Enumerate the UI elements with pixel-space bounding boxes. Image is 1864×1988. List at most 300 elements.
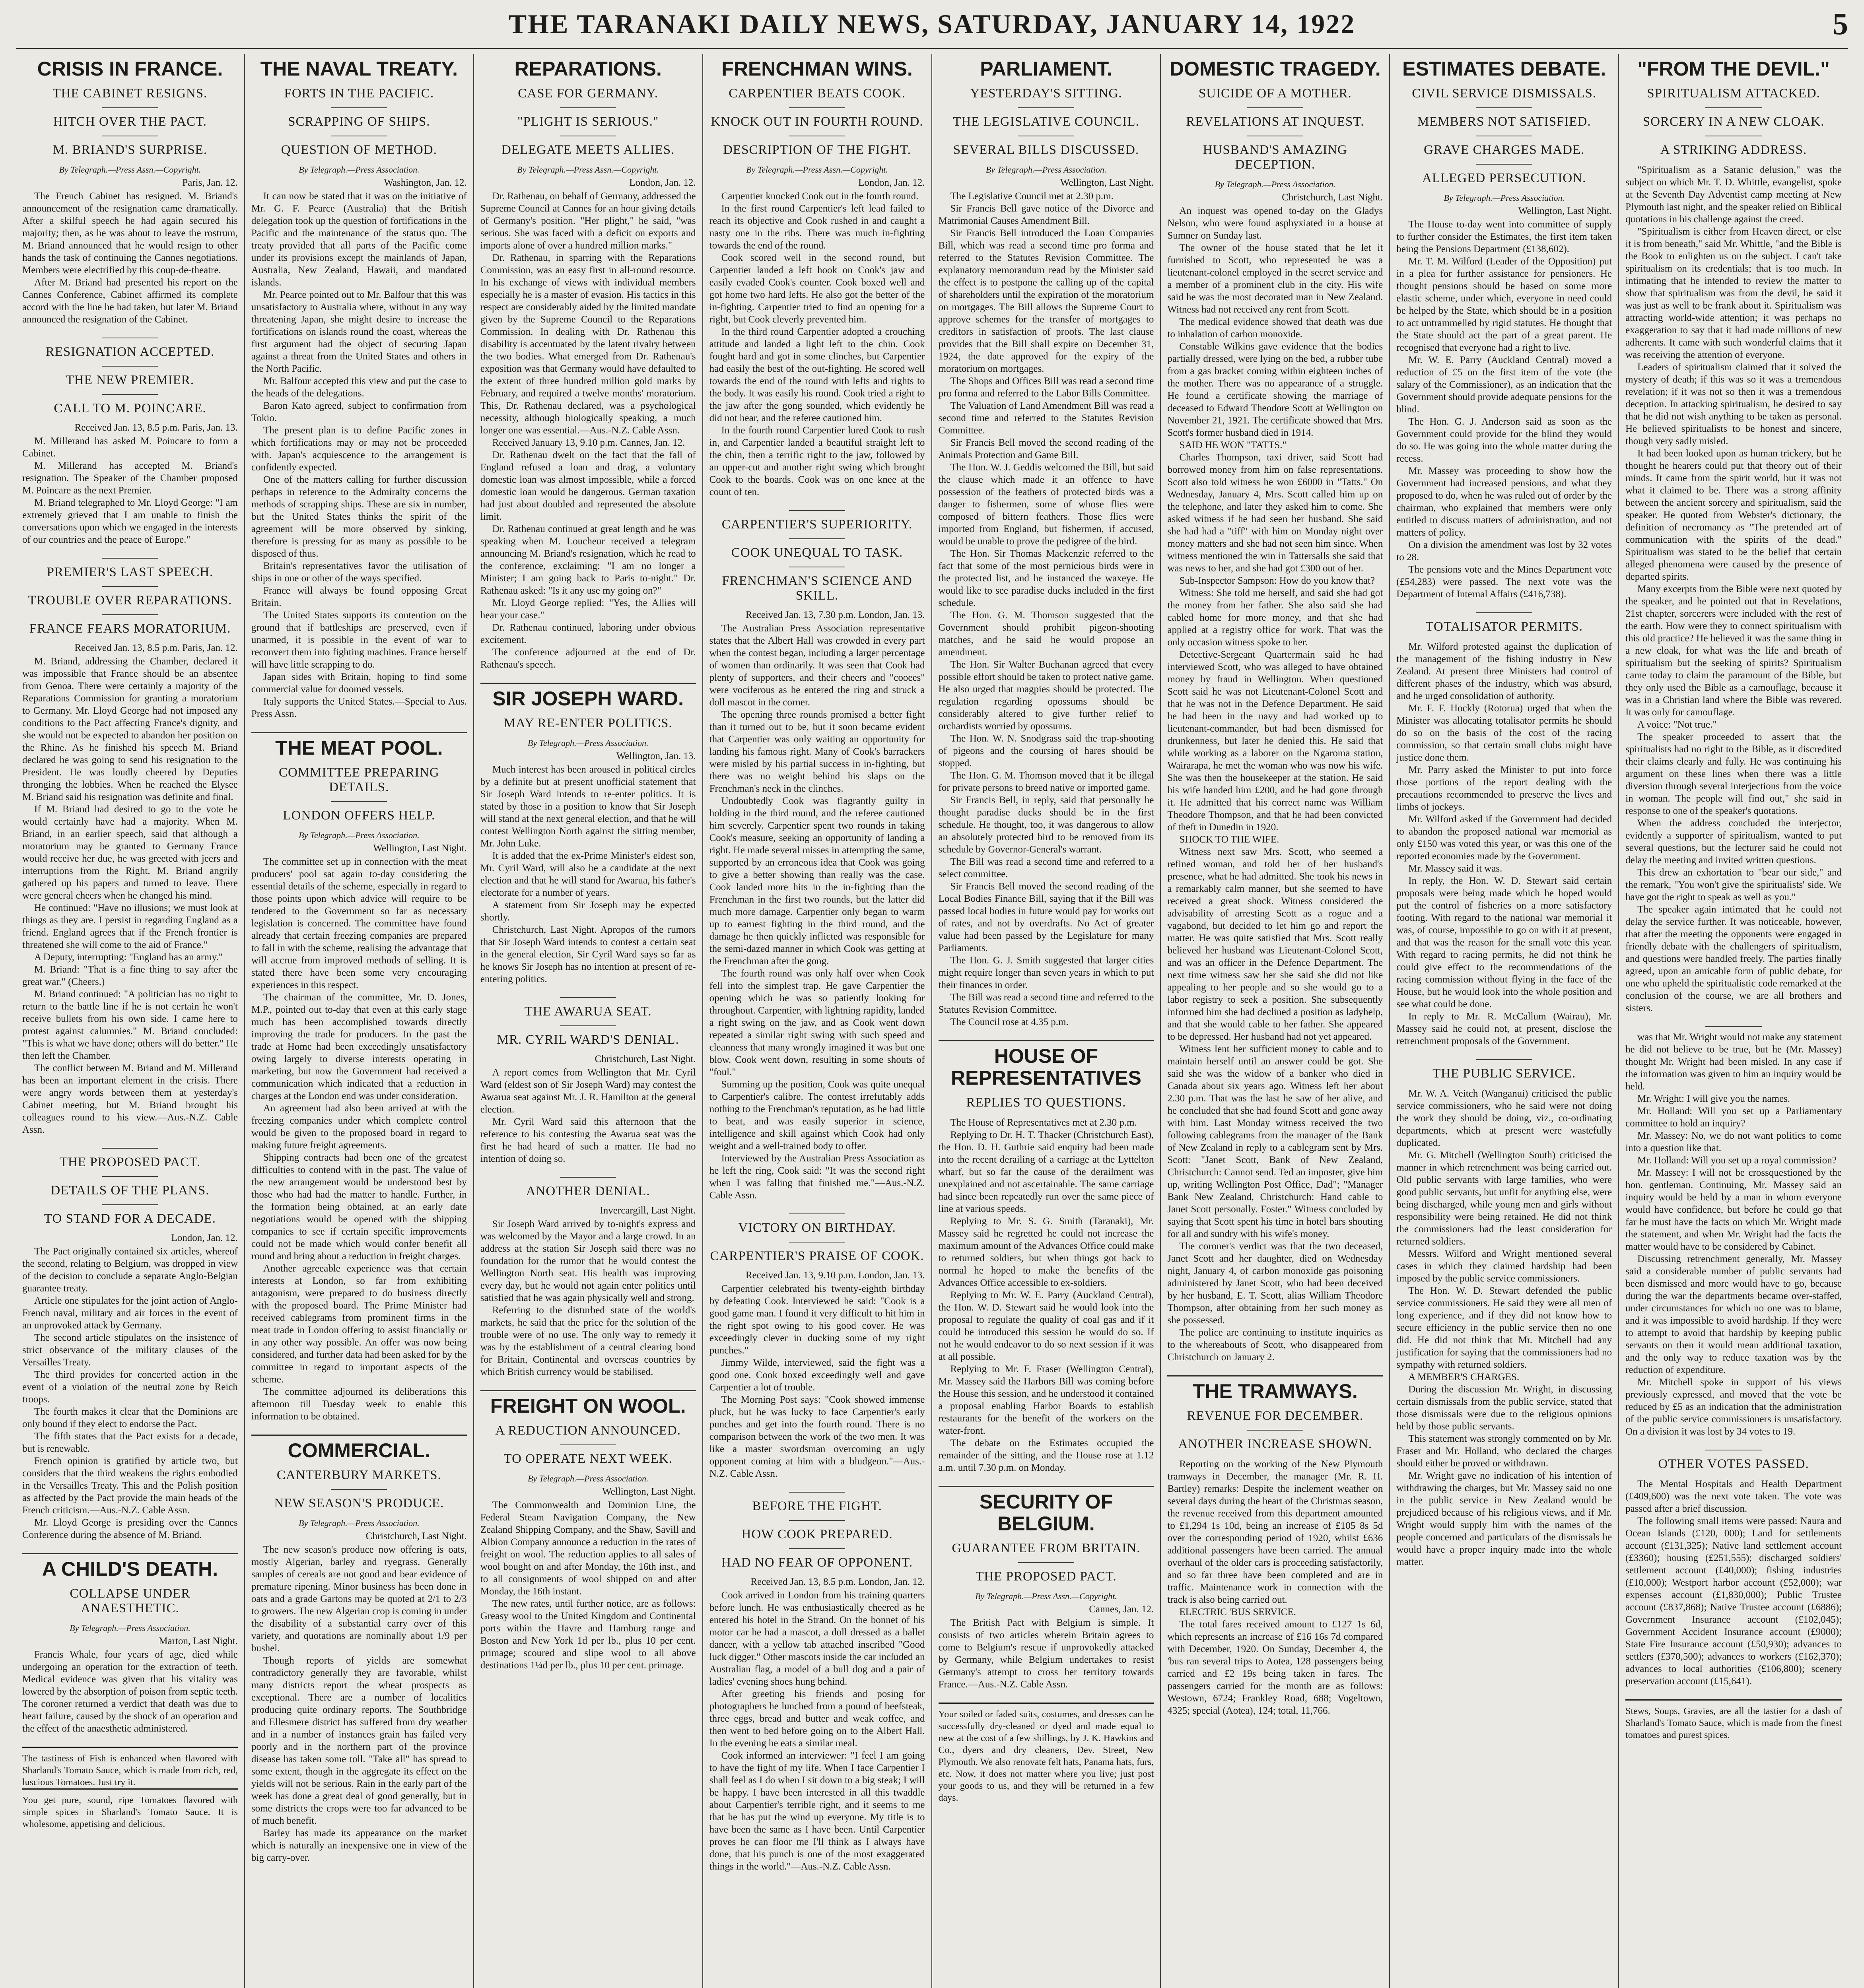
dateline: London, Jan. 12. [171,1233,238,1243]
paragraph: The new rates, until further notice, are as follows: Greasy wool to the United Kingdom and Continental ports within the Havre and Hamburg range and Boston and New York 1d per lb., plus 10 per cent. primage; scoured and slipe wool to all above destinations 1¼d per lb., plus 10 per cent. primage. [480,1598,696,1671]
byline: By Telegraph.—Press Association. [985,165,1107,175]
paragraph: A statement from Sir Joseph may be expected shortly. [480,900,696,923]
paragraph: The Hon. G. M. Thomson suggested that the Government should prohibit pigeon-shooting matches, and he said he would propose an amendment. [938,610,1154,658]
paragraph: Constable Wilkins gave evidence that the bodies partially dressed, were lying on the bed, a rubber tube from a gas bracket coming within eighteen inches of the mother. There was no appearance of a struggle. He found a certificate showing the marriage of deceased to Edward Theodore Scott at Wellington on November 21, 1921. The certificate showed that Mrs. Scott's former husband died in 1914. [1167,341,1383,438]
masthead-title: THE TARANAKI DAILY NEWS, SATURDAY, JANUARY 14, 1922 [508,8,1356,39]
paragraph: M. Briand, addressing the Chamber, declared it was impossible that France should be an absentee from Genoa. There were certainly a majority of the Reparations Commission for granting a moratorium to Germany. Mr. Lloyd George had not imposed any conditions to the Pact affecting France's dignity, and she would not be expected to abandon her position on the Rhine. As he finished his speech M. Briand declared he was going to send his resignation to the President. He was loudly cheered by Deputies thronging the lobbies. When he reached the Elysee M. Briand said his resignation was definite and final. [22,656,238,802]
paragraph: Replying to Mr. W. E. Parry (Auckland Central), the Hon. W. D. Stewart said he would look into the proposal to regulate the quality of coal gas and if it could be introduced this session he would do so. If not he would endeavor to do so next session if it was at all possible. [938,1290,1154,1362]
divider-rule [102,366,158,367]
section-divider [480,683,696,684]
paragraph: Japan sides with Britain, hoping to find some commercial value for doomed vessels. [251,672,467,695]
article-subheading: TO STAND FOR A DECADE. [44,1211,216,1226]
article-headline: THE NAVAL TREATY. [260,58,458,80]
article-subheading: TO OPERATE NEXT WEEK. [503,1452,673,1466]
article [709,510,925,1202]
paragraph: M. Millerand has asked M. Poincare to form a Cabinet. [22,436,238,459]
article-body [1167,1458,1383,1717]
paragraph: Another agreeable experience was that certain interests at London, so far from exhibiting antagonism, were prepared to do business directly with the proposed board. The Prime Minister had received cablegrams from prominent firms in the meat trade in London offering to assist financially or in any other way possible. An offer was now being considered, and further data had been asked for by the committee in regard to important aspects of the scheme. [251,1263,467,1385]
paragraph: Undoubtedly Cook was flagrantly guilty in holding in the third round, and the referee cautioned him severely. Carpentier spent two rounds in taking Cook's measure, seeking an opportunity of landing a right. He made several misses in attempting the same, supported by an erroneous idea that Cook was going to give a better showing than really was the case. Cook landed more hits in the in-fighting than the Frenchman in the first two rounds, but the latter did much more damage. Carpentier only began to warm up to earnest fighting in the third round, and the damage he then quickly inflicted was responsible for the semi-dazed manner in which Cook was getting at the Frenchman after the gong. [709,796,925,967]
divider-rule [789,1520,845,1521]
column-7 [1390,54,1619,1988]
paragraph: The Commonwealth and Dominion Line, the Federal Steam Navigation Company, the New Zealand Shipping Company, and the Shaw, Savill and Albion Company announce a reduction in the rates of freight on wool. The reduction applies to all sales of wool bought on and after Monday, the 16th inst., and to all consignments of wool shipped on and after Monday, the 16th instant. [480,1500,696,1597]
paragraph: Dr. Rathenau dwelt on the fact that the fall of England refused a loan and drag, a voluntary domestic loan was almost impossible, while a forced domestic loan would be dangerous. German taxation had just about doubled and represented the absolute limit. [480,450,696,522]
article-subheading: CASE FOR GERMANY. [518,86,659,101]
paragraph: He continued: "Have no illusions; we must look at things as they are. I persist in regarding England as a friend. England agrees that if the French frontier is threatened she will come to the aid of France." [22,903,238,950]
article-subheading: THE PROPOSED PACT. [976,1569,1117,1584]
paragraph: France will always be found opposing Great Britain. [251,585,467,608]
article-body [709,1283,925,1480]
paragraph: The Council rose at 4.35 p.m. [950,1017,1069,1027]
paragraph: During the discussion Mr. Wright, in discussing certain dismissals from the public service, stated that those dismissals were due to the religious opinions held by those public servants. [1396,1384,1612,1432]
paragraph: Barley has made its appearance on the market which is naturally an inexpensive one in view of the big carry-over. [251,1828,467,1863]
byline: By Telegraph.—Press Association. [527,1474,649,1483]
paragraph: The Bill was read a second time and referred to the Statutes Revision Committee. [938,992,1154,1015]
article-body [939,1617,1154,1691]
article-subheading: HUSBAND'S AMAZING DECEPTION. [1203,143,1347,172]
article-body [939,190,1154,1028]
byline: By Telegraph.—Press Association. [1444,193,1565,203]
paragraph: An inquest was opened to-day on the Gladys Nelson, who were found asphyxiated in a house at Sumner on Sunday last. [1167,206,1383,241]
article-subheading: COOK UNEQUAL TO TASK. [731,546,903,560]
divider-rule [560,997,616,998]
divider-rule [1476,107,1532,108]
paragraph: Mr. Massey: No, we do not want politics to come into a question like that. [1625,1130,1842,1153]
article-body [1625,1478,1842,1687]
paragraph: Mr. T. M. Wilford (Leader of the Opposition) put in a plea for further assistance for pensioners. He thought pensions should be based on some more elastic scheme, under which, everyone in need could be helped by the State, which should be in a position to act untrammelled by rigid statutes. He thought that the State should act the part of a great parent. He recognised that everyone had a right to live. [1396,256,1612,353]
paragraph: Francis Whale, four years of age, died while undergoing an operation for the extraction of teeth. Medical evidence was given that his vitality was lowered by the absorption of poison from septic teeth. The coroner returned a verdict that death was due to heart failure, caused by the shock of an operation and the effect of the anaesthetic administered. [22,1649,238,1734]
paragraph: The Bill was read a second time and referred to a select committee. [938,856,1154,879]
paragraph: Mr. Cyril Ward said this afternoon that the reference to his contesting the Awarua seat was the first he had heard of such a matter. He had no intention of doing so. [480,1116,696,1164]
dateline: Received Jan. 13, 8.5 p.m. Paris, Jan. 13. [74,422,238,433]
article-subheading: SCRAPPING OF SHIPS. [288,115,430,129]
paragraph: The total fares received amount to £127 1s 6d, which represents an increase of £16 16s 7d compared with December, 1920. On Sunday, December 4, the 'bus ran several trips to Aotea, 128 passengers being carried and £2 19s being taken in fares. The passengers carried for the month are as follows: Westown, 6724; Frankley Road, 688; Vogeltown, 4325; special (Aotea), 124; total, 11,766. [1167,1619,1383,1716]
article-subheading: THE AWARUA SEAT. [524,1004,652,1019]
article [480,997,696,1165]
article-subheading: REVELATIONS AT INQUEST. [1186,115,1364,129]
article [1625,58,1842,1014]
divider-rule [1476,1059,1532,1060]
article-body [1396,218,1612,600]
article-body [480,1499,696,1672]
article-subheading: RESIGNATION ACCEPTED. [45,345,215,359]
article-body [1625,1031,1842,1438]
paragraph: The fourth round was only half over when Cook fell into the simplest trap. He gave Carpentier the opening which he was so patiently looking for throughout. Carpentier, with lightning rapidity, landed a right swing on the jaw, and as Cook went down repeated a similar right swing with such speed and cleanness that many wrongly imagined it was but one blow. Cook went down, resulting in some shouts of "foul." [709,968,925,1077]
paragraph: Sir Joseph Ward arrived by to-night's express and was welcomed by the Mayor and a large crowd. In an address at the station Sir Joseph said there was no foundation for the rumor that he would contest the Wellington North seat. His health was improving every day, but he would not again enter politics until satisfied that he was again physically well and strong. [480,1219,696,1303]
masthead [16,0,1848,49]
article-subheading: THE PUBLIC SERVICE. [1433,1066,1576,1081]
paragraph: Mr. W. A. Veitch (Wanganui) criticised the public service commissioners, who he said were not doing the work they should be doing, viz., co-ordinating departments, which at present were wastefully duplicated. [1396,1088,1612,1148]
divider-rule [560,1177,616,1178]
article [1625,1026,1842,1438]
column-5 [932,54,1161,1988]
article [709,1213,925,1480]
paragraph: The Hon. Sir Walter Buchanan agreed that every possible effort should be taken to protect native game. He also urged that magpies should be protected. The regulation regarding opossums should be considerably altered to give further relief to orchardists worried by opossums. [938,659,1154,732]
article-body [1396,1087,1612,1568]
paragraph: In the first round Carpentier's left lead failed to reach its objective and Cook rushed in and caught a nasty one in the ribs. There was much in-fighting towards the end of the round. [709,203,925,251]
section-divider [1167,1375,1383,1376]
paragraph: The medical evidence showed that death was due to inhalation of carbon monoxide. [1167,316,1383,340]
byline: By Telegraph.—Press Assn.—Copyright. [746,165,888,175]
divider-rule [1018,1562,1074,1563]
article [939,58,1154,1028]
paragraph: Dr. Rathenau continued at great length and he was speaking when M. Loucheur received a telegram announcing M. Briand's resignation, which he read to the conference, exclaiming: "I am no longer a Minister; I am going back to Paris to-night." Dr. Rathenau asked: "Is it any use my going on?" [480,524,696,596]
paragraph: If M. Briand had desired to go to the vote he would certainly have had a majority. When M. Briand, in an earlier speech, said that although a moratorium may be granted to Germany France would receive her due, he was greeted with jeers and interruptions from the Right. M. Briand angrily gathered up his papers and turned to leave. There were general cheers when he changed his mind. [22,804,238,901]
article-subheading: THE NEW PREMIER. [66,373,194,387]
byline: By Telegraph.—Press Assn.—Copyright. [517,165,659,175]
byline: By Telegraph.—Press Association. [299,165,420,175]
article-subheading: COMMITTEE PREPARING DETAILS. [278,765,439,794]
divider-rule [102,1204,158,1205]
dateline: Wellington, Last Night. [1518,206,1612,216]
paragraph: Shipping contracts had been one of the greatest difficulties to contend with in the past. The value of the new arrangement would be understood best by those who had had the matter to handle. Further, in the formation being obtained, at an early date negotiations would be opened with the shipping companies to see if certain specific improvements could not be made which would confer benefit all round and bring about a reduction in freight charges. [251,1152,467,1262]
article-body [251,190,467,720]
paragraph: Mr. F. F. Hockly (Rotorua) urged that when the Minister was allocating totalisator permits he should do so on the basis of the cost of the racing commission, so that certain small clubs might have justice done them. [1396,703,1612,763]
article [22,58,238,326]
paragraph: Mr. Wright: I will give you the names. [1637,1093,1790,1104]
article-subheading: MEMBERS NOT SATISFIED. [1417,115,1591,129]
article-body [709,190,925,498]
article-body [709,1589,925,1873]
article-headline: "FROM THE DEVIL." [1637,58,1830,80]
article-subheading: ANOTHER INCREASE SHOWN. [1178,1437,1372,1451]
article-body [22,1648,238,1735]
paragraph: Leaders of spiritualism claimed that it solved the mystery of death; if this was so it was a tremendous revelation; if it was not so then it was a tremendous deception. In attacking spiritualism, he desired to say that he did not wish anything to be taken as personal. He believed spiritualists to be honest and sincere, though very sadly misled. [1625,362,1842,447]
column-4 [703,54,932,1988]
article-body [22,1245,238,1541]
paragraph: When the address concluded the interjector, evidently a supporter of spiritualism, wanted to put several questions, but the lecturer said he could not delay the meeting and invited written questions. [1625,818,1842,866]
paragraph: A voice: "Not true." [1637,719,1717,730]
paragraph: In the fourth round Carpentier lured Cook to rush in, and Carpentier landed a beautiful straight left to the chin, then a terrific right to the jaw, followed by an upper-cut and another right swing which brought Cook to the boards. Cook was on one knee at the count of ten. [709,425,925,497]
article-subheading: SUICIDE OF A MOTHER. [1198,86,1352,101]
section-divider [939,1040,1154,1041]
article-subheading: REVENUE FOR DECEMBER. [1187,1409,1364,1423]
paragraph: This statement was strongly commented on by Mr. Fraser and Mr. Holland, who declared the charges should either be proved or withdrawn. [1396,1433,1612,1469]
article-body [251,856,467,1423]
divider-rule [560,107,616,108]
dateline: Christchurch, Last Night. [1282,192,1383,203]
paragraph: The Valuation of Land Amendment Bill was read a second time and referred to the Statutes Revision Committee. [938,400,1154,436]
dateline: Received Jan. 13, 7.30 p.m. London, Jan. 13. [745,610,925,620]
article-subheading: CANTERBURY MARKETS. [276,1468,441,1482]
article-subheading: GRAVE CHARGES MADE. [1424,143,1585,157]
paragraph: Mr. Lloyd George is presiding over the Cannes Conference during the absence of M. Briand. [22,1517,238,1540]
divider-rule [789,1213,845,1214]
paragraph: The Australian Press Association representative states that the Albert Hall was crowded in every part when the contest began, including a larger percentage of women than ordinarily. It was seen that Cook had plenty of supporters, and their cheers and "cooees" were vociferous as he entered the ring and struck a doll mascot in the corner. [709,623,925,708]
paragraph: The French Cabinet has resigned. M. Briand's announcement of the resignation came dramatically. After a skilful speech he had again secured his majority; then, as he was about to leave the rostrum, M. Briand announced that he would resign to other hands the task of continuing the Cannes negotiations. Members were electrified by this coup-de-theatre. [22,191,238,276]
paragraph: Much interest has been aroused in political circles by a definite but at present unofficial statement that Sir Joseph Ward intends to re-enter politics. It is stated by those in a position to know that Sir Joseph will stand at the next general election, and that he will contest Wellington North against the sitting member, Mr. John Luke. [480,764,696,849]
article-subheading: DETAILS OF THE PLANS. [51,1183,210,1198]
paragraph: The third provides for concerted action in the event of a violation of the neutral zone by Reich troops. [22,1369,238,1405]
article-headline: THE MEAT POOL. [275,737,443,759]
column-6 [1161,54,1390,1988]
article-body [22,655,238,1136]
column-8 [1619,54,1848,1988]
paragraph: The British Pact with Belgium is simple. It consists of two articles wherein Britain agrees to come to Belgium's rescue if unprovokedly attacked by Germany, while Belgium undertakes to resist Germany's attempt to cross her territory towards France.—Aus.-N.Z. Cable Assn. [938,1617,1154,1690]
article-headline: HOUSE OF REPRESENTATIVES [951,1045,1141,1089]
divider-rule [789,510,845,511]
paragraph: Referring to the disturbed state of the world's markets, he said that the price for the solution of the trouble were of no use. The only way to remedy it was by the establishment of a central clearing bond for Britain, Continental and overseas countries by which British currency would be stabilised. [480,1305,696,1377]
paragraph: Replying to Mr. F. Fraser (Wellington Central), Mr. Massey said the Harbors Bill was coming before the House this session, and he understood it contained a proposal enabling Harbor Boards to establish restaurants for the benefit of the workers on the water-front. [938,1364,1154,1436]
article-body [1396,641,1612,1047]
divider-rule [1476,164,1532,165]
article [1625,1450,1842,1687]
article-subheading: THE CABINET RESIGNS. [52,86,208,101]
dateline: London, Jan. 12. [629,177,696,188]
divider-rule [789,1548,845,1549]
paragraph: Interviewed by the Australian Press Association as he left the ring, Cook said: "It was the second right when I was falling that finished me."—Aus.-N.Z. Cable Assn. [709,1153,925,1201]
article-subheading: OTHER VOTES PASSED. [1658,1457,1809,1471]
paragraph: "Spiritualism is either from Heaven direct, or else it is from beneath," said Mr. Whittle, "and the Bible is the Book to enlighten us on the subject. I can't take spiritualism on its credentials; that is too much. In intimating that he intended to review the matter to show that spiritualism was from the devil, he said it was just as well to be frank about it. Spiritualism was attracting world-wide attention; it was perhaps no exaggeration to say that it had made millions of new adherents. It came with such wonderful claims that it was receiving the attention of everyone. [1625,226,1842,360]
paragraph: In the third round Carpentier adopted a crouching attitude and landed a light left to the chin. Cook fought hard and got in some clinches, but Carpentier had easily the best of the out-fighting. He scored well towards the end of the round with lefts and rights to the body. It was easily his round. Cook tried a right to the jaw after the gong sounded, which evidently he did not hear, and the referee cautioned him. [709,326,925,423]
paragraph: Replying to Dr. H. T. Thacker (Christchurch East), the Hon. D. H. Guthrie said enquiry had been made into the recent derailing of a carriage at the Lyttelton wharf, but so far the cause of the derailment was unexplained and not ascertainable. The same carriage had since been repeatedly run over the same piece of line at various speeds. [938,1130,1154,1214]
paragraph: M. Briand continued: "A politician has no right to return to the battle line if he is not certain he won't receive bullets from his own side. I came here to protest against calumnies." M. Briand concluded: "This is what we have done; others will do better." He then left the Chamber. [22,989,238,1061]
paragraph: French opinion is gratified by article two, but considers that the third weakens the rights embodied in the Versailles Treaty. This and the Polish position as affected by the Pact provide the main heads of the French criticism.—Aus.-N.Z. Cable Assn. [22,1456,238,1516]
paragraph: The committee set up in connection with the meat producers' pool sat again to-day considering the essential details of the scheme, especially in regard to those points upon which advice will require to be tendered to the Government so far as necessary legislation is concerned. The committee have found already that certain freezing companies are prepared to fall in with the scheme, realising the advantage that will accrue from improved methods of selling. It is stated there have been some very encouraging experiences in this respect. [251,856,467,990]
article [251,732,467,1423]
article-subheading: BEFORE THE FIGHT. [752,1499,882,1513]
article [22,338,238,546]
article [939,1040,1154,1474]
paragraph: The pensions vote and the Mines Department vote (£54,283) were passed. The next vote was the Department of Internal Affairs (£416,738). [1396,564,1612,600]
paragraph: Mr. Massey said it was. [1408,863,1502,874]
article-headline: DOMESTIC TRAGEDY. [1170,58,1381,80]
dateline: Wellington, Last Night. [1060,177,1154,188]
byline: By Telegraph.—Press Assn.—Copyright. [59,165,201,175]
paragraph: Charles Thompson, taxi driver, said Scott had borrowed money from him on false representations. Scott also told witness he won £6000 in "Tatts." On Wednesday, January 4, Mrs. Scott called him up on the telephone, and later they asked him to come. She asked witness if he had seen her husband. She said she had had a "tiff" with him on Monday night over money matters and she had not seen him since. When witness mentioned the win in Tattersalls she said that was news to her, and she had got £300 out of her. [1167,452,1383,574]
paragraph: Mr. Pearce pointed out to Mr. Balfour that this was unsatisfactory to Australia where, without in any way threatening Japan, she might desire to increase the fortifications on islands round the coast, whereas the first argument had the object of securing Japan against a threat from the United States and others in the North Pacific. [251,289,467,374]
paragraph: M. Briand telegraphed to Mr. Lloyd George: "I am extremely grieved that I am unable to finish the conversations upon which we engaged in the interests of our countries and the peace of Europe." [22,497,238,545]
byline: By Telegraph.—Press Association. [527,738,649,748]
paragraph: ELECTRIC 'BUS SERVICE. [1179,1607,1296,1617]
divider-rule [1476,612,1532,613]
paragraph: The United States supports its contention on the ground that if battleships are preserved, even if unarmed, it is possible in the event of war to reconvert them into fighting machines. France herself will have little scrapping to do. [251,610,467,670]
paragraph: SAID HE WON "TATTS." [1179,440,1287,450]
paragraph: The present plan is to define Pacific zones in which fortifications may or may not be proceeded with. Japan's acquiescence to the arrangement is confidently expected. [251,425,467,473]
paragraph: The committee adjourned its deliberations this afternoon till Tuesday week to enable this information to be obtained. [251,1386,467,1422]
paragraph: Cook arrived in London from his training quarters before lunch. He was enthusiastically cheered as he entered his hotel in the Strand. On the bonnet of his motor car he had a mascot, a doll dressed as a ballet dancer, with a yellow tab attached inscribed "Good luck digger." Other mascots inside the car included an Australian flag, a model of a bull dog and a pair of ladies' evening shoes hung behind. [709,1590,925,1687]
section-divider [22,1553,238,1554]
divider-rule [102,1176,158,1177]
article-subheading: ALLEGED PERSECUTION. [1422,171,1586,185]
divider-rule [1705,107,1761,108]
paragraph: Mr. Parry asked the Minister to put into force those portions of the report dealing with the precautions recommended to preserve the lives and limbs of jockeys. [1396,765,1612,812]
divider-rule [560,1025,616,1026]
article-subheading: HAD NO FEAR OF OPPONENT. [721,1555,913,1570]
advertisement: The tastiness of Fish is enhanced when flavored with Sharland's Tomato Sauce, which is made from rich, red, luscious Tomatoes. Just try it. [22,1747,238,1788]
divider-rule [789,538,845,539]
paragraph: Dr. Rathenau, in sparring with the Reparations Commission, was an easy first in all-round resource. In his exchange of views with individual members especially he is a master of evasion. His tactics in this respect are considerably aided by the limited mandate given by the Supreme Council to the Reparations Commission. In dealing with Dr. Rathenau this disability is accentuated by the latent rivalry between the two bodies. What emerged from Dr. Rathenau's exposition was that Germany would have defaulted to the extent of three hundred million gold marks by February, and required a twelve months' moratorium. This, Dr. Rathenau declared, was a psychological necessity, although biologically speaking, a much longer one was essential.—Aus.-N.Z. Cable Assn. [480,252,696,436]
paragraph: Though reports of yields are somewhat contradictory generally they are favorable, whilst many districts report the wheat prospects as exceptional. There are a number of localities producing quite ordinary reports. The Southbridge and Ellesmere district has suffered from dry weather and in a number of instances grain has failed very poorly and in the northern part of the province disease has taken some toll. "Take all" has spread to some extent, though in the aggregate its effect on the yields will not be serious. Rain in the early part of the week has done a great deal of good generally, but in some districts the crops were too far advanced to be of much benefit. [251,1655,467,1826]
paragraph: A MEMBER'S CHARGES. [1408,1372,1520,1382]
section-divider [251,732,467,733]
paragraph: The police are continuing to institute inquiries as to the whereabouts of Scott, who disappeared from Christchurch on January 2. [1167,1327,1383,1363]
paragraph: Mr. Holland: Will you set up a royal commission? [1637,1155,1837,1166]
paragraph: Cook informed an interviewer: "I feel I am going to have the fight of my life. When I face Carpentier I shall feel as I do when I sit down to a big steak; I will be happy. I have been interested in all this twaddle about Carpentier's terrible right, and it seems to me that he has put the wind up everyone. My title is to have been the same as I have been. Until Carpentier proves he can floor me I'll think as I always have done, that his punch is one of the most exaggerated things in the world."—Aus.-N.Z. Cable Assn. [709,1750,925,1872]
article-body [480,1066,696,1165]
paragraph: Mr. Holland: Will you set up a Parliamentary committee to hold an inquiry? [1625,1106,1842,1129]
paragraph: The Hon. Sir Thomas Mackenzie referred to the fact that some of the most pernicious birds were in the protected list, and he instanced the waxeye. He would like to see paradise ducks included in the first schedule. [938,548,1154,608]
article-subheading: KNOCK OUT IN FOURTH ROUND. [711,115,923,129]
dateline: Wellington, Last Night. [373,843,467,854]
divider-rule [102,107,158,108]
byline: By Telegraph.—Press Association. [70,1623,190,1633]
article [480,1177,696,1378]
paragraph: Detective-Sergeant Quartermain said he had interviewed Scott, who was alleged to have obtained money by fraud in Wellington. When questioned Scott said he was not Lieutenant-Colonel Scott and that he was not in the Defence Department. He said he had been in the navy and had worked up to lieutenant-commander, but had been dismissed for drunkenness, but later he denied this. He said that while working as a laborer on the Ngaroma station, Wairarapa, he met the woman who was now his wife. She was then the housekeeper at the station. He said his wife handed him £200, and he had gone through it. He admitted that his correct name was William Theodore Thompson, and that he had been convicted of theft in Dunedin in 1920. [1167,649,1383,833]
paragraph: Mr. Wilford asked if the Government had decided to abandon the proposed national war memorial as only £150 was voted this year, or was this one of the reported economies made by the Government. [1396,814,1612,862]
paragraph: The House of Representatives met at 2.30 p.m. [950,1117,1137,1128]
paragraph: It is added that the ex-Prime Minister's eldest son, Mr. Cyril Ward, will also be a candidate at the next election and that he will stand for Awarua, his father's electorate for a number of years. [480,850,696,898]
divider-rule [331,801,387,802]
paragraph: A report comes from Wellington that Mr. Cyril Ward (eldest son of Sir Joseph Ward) may contest the Awarua seat against Mr. J. R. Hamilton at the general election. [480,1067,696,1115]
byline: By Telegraph.—Press Association. [299,1518,420,1528]
paragraph: Italy supports the United States.—Special to Aus. Press Assn. [251,696,467,719]
article [1167,1375,1383,1717]
paragraph: Mr. W. E. Parry (Auckland Central) moved a reduction of £5 on the first item of the vote (the salary of the Commissioner), as an indication that the Government should provide adequate pensions for the blind. [1396,355,1612,415]
article-subheading: QUESTION OF METHOD. [281,143,437,157]
article-headline: CRISIS IN FRANCE. [37,58,223,80]
paragraph: The Legislative Council met at 2.30 p.m. [950,191,1114,202]
article [251,1435,467,1864]
paragraph: Sir Francis Bell moved the second reading of the Local Bodies Finance Bill, saying that if the Bill was passed local bodies in future would pay for works out of rates, and not by overdrafts. No Act of greater value had been passed by the Legislature for many Parliaments. [938,881,1154,953]
paragraph: After greeting his friends and posing for photographers he lunched from a pound of beefsteak, three eggs, bread and butter and weak coffee, and then went to bed before going on to the Albert Hall. In the evening he eats a similar meal. [709,1689,925,1749]
article-subheading: THE LEGISLATIVE COUNCIL. [953,115,1139,129]
paragraph: The Hon. W. J. Geddis welcomed the Bill, but said the clause which made it an offence to have possession of the feathers of protected birds was a danger to fishermen, some of whose flies were composed of bittern feathers. Those flies were imported from England, but fishermen, if accused, would be unable to prove the pedigree of the bird. [938,462,1154,547]
article-subheading: SEVERAL BILLS DISCUSSED. [953,143,1139,157]
article-subheading: M. BRIAND'S SURPRISE. [52,143,208,157]
paragraph: Carpentier knocked Cook out in the fourth round. [721,191,919,202]
paragraph: The coroner's verdict was that the two deceased, Janet Scott and her daughter, died on Wednesday night, January 4, of carbon monoxide gas poisoning administered by Janet Scott, who had been deceived by her husband, E. T. Scott, alias William Theodore Thompson, after obtaining from her such money as she possessed. [1167,1241,1383,1326]
article-body [1625,164,1842,1014]
paragraph: The Hon. G. J. Smith suggested that larger cities might require longer than seven years in which to put their finances in order. [938,955,1154,990]
paragraph: Discussing retrenchment generally, Mr. Massey said a considerable number of public servants had been dismissed and more would have to go, because during the war the departments became over-staffed, under circumstances for which no one was to blame, and it was impossible to avoid hardship. If they were to attempt to avoid that hardship by keeping public servants on then it would mean additional taxation, and the only way to reduce taxation was by the reduction of expenditure. [1625,1254,1842,1375]
article-headline: A CHILD'S DEATH. [42,1558,218,1580]
article [939,1486,1154,1691]
divider-rule [331,1489,387,1490]
byline: By Telegraph.—Press Association. [1215,179,1336,189]
article-body [709,622,925,1202]
divider-rule [789,107,845,108]
paragraph: Sir Francis Bell moved the second reading of the Animals Protection and Game Bill. [938,437,1154,460]
paragraph: was that Mr. Wright would not make any statement he did not believe to be true, but he (Mr. Massey) thought Mr. Wright had been misled. In any case if the information was given to him an inquiry would be held. [1625,1032,1842,1092]
dateline: Washington, Jan. 12. [384,177,467,188]
article [22,1148,238,1541]
article-subheading: CARPENTIER'S SUPERIORITY. [721,517,913,532]
paragraph: The opening three rounds promised a better fight than it turned out to be, but it soon became evident that Carpentier was only waiting an opportunity for landing his famous right. Many of Cook's barrackers were misled by his partial success in in-fighting, but there was no weight behind his slaps on the Frenchman's neck in the clinches. [709,709,925,794]
article-subheading: CARPENTIER BEATS COOK. [729,86,906,101]
page-number: 5 [1833,6,1848,41]
dateline: Invercargill, Last Night. [600,1205,696,1216]
article [480,58,696,671]
byline: By Telegraph.—Press Assn.—Copyright. [975,1591,1117,1601]
paragraph: Many excerpts from the Bible were next quoted by the speaker, and he pointed out that in Revelations, 21st chapter, sorcerers were included with the rest of the earth. How were they to connect spiritualism with this old practice? He believed it was the same thing in a new cloak, for what was the life and breath of spiritualism but the seeking of spirits? Spiritualism came today to claim the paramount of the Bible, but they only used the Bible as a camouflage, because it was in a Christian land where the Bible was revered. It was only for camouflage. [1625,584,1842,718]
article-subheading: TOTALISATOR PERMITS. [1425,619,1583,634]
paragraph: Baron Kato agreed, subject to confirmation from Tokio. [251,400,467,423]
paragraph: Messrs. Wilford and Wright mentioned several cases in which they claimed hardship had been imposed by the public service commissioners. [1396,1248,1612,1284]
article-headline: SIR JOSEPH WARD. [492,687,684,710]
paragraph: The Morning Post says: "Cook showed immense pluck, but he was lucky to face Carpentier's early punches and get into the fourth round. There is no comparison between the work of the two men. It was like a master swordsman overcoming an ugly opponent coming at him with a bludgeon."—Aus.-N.Z. Cable Assn. [709,1394,925,1479]
section-divider [480,1390,696,1391]
article-subheading: THE PROPOSED PACT. [59,1155,201,1169]
paragraph: The new season's produce now offering is oats, mostly Algerian, barley and ryegrass. Generally samples of cereals are not good and bear evidence of premature ripening. Minor business has been done in oats and a grade Gartons may be quoted at 2/1 to 2/3 to growers. The new Algerian crop is coming in under the disability of a substantial carry over of this variety, and quotations are nominally about 1/9 per bushel. [251,1544,467,1654]
article-subheading: SORCERY IN A NEW CLOAK. [1642,115,1825,129]
paragraph: Replying to Mr. S. G. Smith (Taranaki), Mr. Massey said he regretted he could not increase the maximum amount of the Advances Office could make to returned soldiers, but when things got back to normal he hoped to make the benefits of the Advances Office accessible to ex-soldiers. [938,1216,1154,1288]
paragraph: The Hon. W. D. Stewart defended the public service commissioners. He said they were all men of long experience, and if they did not know how to secure efficiency in the public service then no one did. He did not think that Mr. Mitchell had any justification for saying that the commissioners had no sympathy with returned soldiers. [1396,1285,1612,1370]
column-3 [474,54,703,1988]
article-headline: SECURITY OF BELGIUM. [979,1491,1113,1535]
dateline: Wellington, Last Night. [602,1486,696,1497]
article-subheading: A STRIKING ADDRESS. [1660,143,1807,157]
article-subheading: GUARANTEE FROM BRITAIN. [952,1541,1141,1555]
dateline: Christchurch, Last Night. [365,1531,467,1541]
paragraph: This drew an exhortation to "bear our side," and the remark, "You won't give the spiritualists' side. We have got the right to speak as well as you." [1625,867,1842,903]
paragraph: Mr. Balfour accepted this view and put the case to the heads of the delegations. [251,376,467,399]
article-subheading: DELEGATE MEETS ALLIES. [501,143,675,157]
article-headline: ESTIMATES DEBATE. [1402,58,1606,80]
article-subheading: SPIRITUALISM ATTACKED. [1647,86,1820,101]
article-subheading: PREMIER'S LAST SPEECH. [47,565,214,579]
paragraph: Mr. G. Mitchell (Wellington South) criticised the manner in which retrenchment was being carried out. Old public servants with large families, who were good public servants, but unfit for anything else, were being discharged, while young men and girls without responsibility were being retained. He did not think the commissioners had the least consideration for returned soldiers. [1396,1150,1612,1247]
divider-rule [102,614,158,615]
paragraph: Mr. Massey: I will not be crossquestioned by the hon. gentleman. Continuing, Mr. Massey said an inquiry would be held by a man in whom everyone would have confidence, but before he could go that far he must have the facts on which Mr. Wright made the statement, and when Mr. Wright had the facts the matter would have to be considered by Cabinet. [1625,1167,1842,1252]
article-subheading: CARPENTIER'S PRAISE OF COOK. [710,1249,924,1263]
article-headline: FREIGHT ON WOOL. [490,1395,686,1417]
article-subheading: CALL TO M. POINCARE. [54,401,206,415]
paragraph: M. Millerand has accepted M. Briand's resignation. The Speaker of the Chamber proposed M. Poincare as the next Premier. [22,460,238,496]
paragraph: Christchurch, Last Night. Apropos of the rumors that Sir Joseph Ward intends to contest a certain seat in the general election, Sir Cyril Ward says so far as he knows Sir Joseph has no intention at present of re-entering politics. [480,924,696,984]
paragraph: Reporting on the working of the New Plymouth tramways in December, the manager (Mr. R. H. Bartley) remarks: Despite the inclement weather on several days during the heart of the Christmas season, the revenue received from this department amounted to £1,294 1s 10d, being an increase of £105 8s 5d over the corresponding period of 1920, whilst £636 additional passengers have been carried. The annual overhaul of the older cars is proceeding satisfactorily, and so far three have been completed and are in traffic. Maintenance work in connection with the track is also being carried out. [1167,1459,1383,1605]
paragraph: In reply to Mr. R. McCallum (Wairau), Mr. Massey said he could not, at present, disclose the retrenchment proposals of the Government. [1396,1011,1612,1046]
paragraph: Summing up the position, Cook was quite unequal to Carpentier's calibre. The contest irrefutably adds nothing to the Frenchman's reputation, as he had little to beat, and was easily superior in science, intelligence and skill against which Cook had only weight and a well-trained body to offer. [709,1079,925,1151]
paragraph: Witness lent her sufficient money to cable and to maintain herself until an answer could be got. She said she was the widow of a banker who died in Canada about six years ago. Witness left her about 2.30 p.m. That was the last he saw of her alive, and he concluded that she had found Scott and gone away with him. Last Monday witness received the two following cablegrams from the manager of the Bank of New Zealand in reply to a cablegram sent by Mrs. Scott: "Janet Scott, Bank of New Zealand, Christchurch: Cannot send. Ted an imposter, give him up, writing Wellington Post Office, Dad"; "Manager Bank New Zealand, Christchurch: Hand cable to Janet Scott personally. Foster." Witness concluded by saying that Scott spent his time in hotel bars shouting for all and sundry with his wife's money. [1167,1044,1383,1239]
article [1396,612,1612,1047]
paragraph: Cook scored well in the second round, but Carpentier landed a left hook on Cook's jaw and easily evaded Cook's counter. Cook boxed well and got home two hard lefts. He also got the better of the in-fighting. Carpentier tried to find an opening for a right, but Cook cleverly prevented him. [709,252,925,325]
article [480,1390,696,1672]
divider-rule [331,107,387,108]
article-subheading: TROUBLE OVER REPARATIONS. [28,593,232,608]
paragraph: The debate on the Estimates occupied the remainder of the sitting, and the House rose at 1.12 a.m. until 7.30 p.m. on Monday. [938,1438,1154,1473]
paragraph: The conference adjourned at the end of Dr. Rathenau's speech. [480,647,696,670]
article-body [480,763,696,985]
dateline: Wellington, Jan. 13. [616,751,696,761]
article-body [251,1543,467,1864]
article-subheading: REPLIES TO QUESTIONS. [966,1095,1126,1110]
article [251,58,467,720]
article-subheading: FORTS IN THE PACIFIC. [284,86,434,101]
paragraph: An agreement had also been arrived at with the freezing companies under which complete control would be given to the proposed board in regard to making future freight agreements. [251,1103,467,1151]
article [1396,1059,1612,1568]
article-body [480,1218,696,1378]
dateline: London, Jan. 12. [858,177,925,188]
article-subheading: HOW COOK PREPARED. [741,1527,893,1541]
article-body [22,435,238,546]
paragraph: The Shops and Offices Bill was read a second time pro forma and referred to the Labor Bills Committee. [938,376,1154,399]
dateline: Received Jan. 13, 8.5 p.m. London, Jan. 12. [750,1576,925,1587]
paragraph: "Spiritualism as a Satanic delusion," was the subject on which Mr. T. D. Whittle, evangelist, spoke at the Seventh Day Adventist camp meeting at New Plymouth last night, and the speaker relied on Biblical quotations in his challenge against the creed. [1625,165,1842,225]
advertisement: Your soiled or faded suits, costumes, and dresses can be successfully dry-cleaned or dyed and made equal to new at the cost of a few shillings, by J. K. Hawkins and Co., dyers and dry cleaners, Dev. Street, New Plymouth. We also renovate felt hats, Panama hats, furs, etc. Now, it does not matter where you live; just post your goods to us, and they will be returned in a few days. [939,1703,1154,1804]
paragraph: It can now be stated that it was on the initiative of Mr. G. F. Pearce (Australia) that the British delegation took up the question of fortifications in the Pacific and the maintenance of the status quo. The treaty provided that all parts of the Pacific come under its provisions except the mainlands of Japan, Australia, New Zealand, Hawaii, and mandated islands. [251,191,467,288]
paragraph: Sir Francis Bell gave notice of the Divorce and Matrimonial Causes Amendment Bill. [938,203,1154,226]
paragraph: Mr. Mitchell spoke in support of his views previously expressed, and moved that the vote be reduced by £5 as an indication that the administration of the public service commissioners is unsatisfactory. On a division it was lost by 34 votes to 19. [1625,1377,1842,1437]
divider-rule [560,1444,616,1445]
paragraph: Jimmy Wilde, interviewed, said the fight was a good one. Cook boxed exceedingly well and gave Carpentier a lot of trouble. [709,1357,925,1393]
paragraph: Dr. Rathenau, on behalf of Germany, addressed the Supreme Council at Cannes for an hour giving details of Germany's position. "Her plight," he said, "was serious. She was faced with a deficit on exports and imports alone of over a hundred million marks." [480,191,696,251]
paragraph: Mr. Wilford protested against the duplication of the management of the fishing industry in New Zealand. At present three Ministers had control of different phases of the industry, which was absurd, and he urged consolidation of authority. [1396,641,1612,701]
article-subheading: A REDUCTION ANNOUNCED. [495,1423,681,1438]
article-subheading: MAY RE-ENTER POLITICS. [503,716,673,730]
paragraph: Received January 13, 9.10 p.m. Cannes, Jan. 12. [492,437,685,448]
divider-rule [102,394,158,395]
paragraph: The House to-day went into committee of supply to further consider the Estimates, the first item taken being the Pensions Department (£138,602). [1396,219,1612,254]
